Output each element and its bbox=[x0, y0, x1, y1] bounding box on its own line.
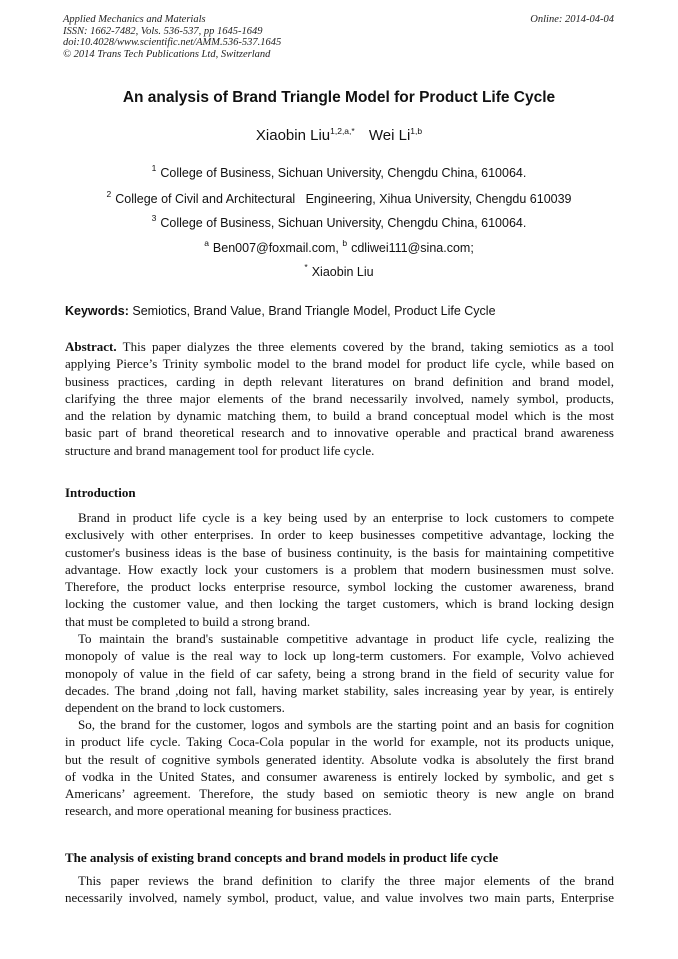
paragraph-line: To maintain the brand's sustainable competitive advantage in product life cycle, realizing the bbox=[78, 631, 614, 646]
online-date: Online: 2014-04-04 bbox=[530, 14, 614, 25]
keywords bbox=[65, 304, 496, 318]
author-2 bbox=[369, 127, 422, 144]
affiliation-1-text: College of Business, Sichuan University, Chengdu China, 610064. bbox=[160, 166, 527, 180]
abstract-line bbox=[65, 338, 614, 355]
affiliation-3 bbox=[0, 213, 678, 230]
introduction-heading: Introduction bbox=[65, 485, 136, 500]
paragraph-line: advantage. How exactly lock your customers is a problem that modern businessmen must solve. bbox=[65, 561, 614, 577]
paragraph-line: customer's business ideas is the base of business continuity, is the basis for maintaining competitive bbox=[65, 544, 614, 560]
author-1 bbox=[256, 127, 355, 144]
introduction-paragraph-3 bbox=[65, 716, 614, 820]
introduction-paragraph-2 bbox=[65, 630, 614, 716]
paragraph-line: locking the customer value, and then locking the target customers, which is brand locking design bbox=[65, 596, 614, 612]
affiliation-2-sup: 2 bbox=[106, 189, 112, 199]
corresponding-name: Xiaobin Liu bbox=[311, 265, 374, 279]
paragraph-line: but the result of cognitive symbols generated identity. Absolute vodka is absolutely the first brand bbox=[65, 751, 614, 767]
section-2-heading: The analysis of existing brand concepts and brand models in product life cycle bbox=[65, 850, 499, 865]
author-1-name: Xiaobin Liu bbox=[255, 127, 331, 144]
paragraph-line: decades. The brand ,doing not fall, having market stability, sales increasing year by year, is entirely bbox=[65, 682, 614, 698]
corresponding-author bbox=[0, 262, 678, 279]
affiliation-3-text: College of Business, Sichuan University, Chengdu China, 610064. bbox=[160, 216, 527, 230]
introduction-paragraph-1 bbox=[65, 509, 614, 630]
abstract-line: and the relation by dynamic matching them, to build a brand conceptual model which is the most bbox=[65, 408, 614, 424]
copyright-line: © 2014 Trans Tech Publications Ltd, Switzerland bbox=[63, 48, 271, 60]
abstract bbox=[65, 338, 614, 459]
abstract-line: basic part of brand theoretical research and to innovative operable and practical brand awareness bbox=[65, 425, 614, 441]
abstract-line: applying Pierce’s Trinity symbolic model to the brand model for product life cycle, while based on bbox=[65, 356, 614, 372]
paragraph-line: exclusively with other enterprises. In order to keep businesses competitive advantage, locking the bbox=[65, 527, 614, 543]
paragraph-line: Therefore, the product locks enterprise resource, symbol locking the customer awareness, brand bbox=[65, 579, 614, 595]
affiliation-2-text: College of Civil and Architectural Engineering, Xihua University, Chengdu 610039 bbox=[115, 192, 572, 206]
email-b: cdliwei111@sina.com; bbox=[351, 241, 474, 255]
issn-line: ISSN: 1662-7482, Vols. 536-537, pp 1645-1649 bbox=[63, 25, 263, 37]
paragraph-line: monopoly of value is the real way to lock up long-term customers. For example, Volvo achieved bbox=[65, 648, 614, 664]
email-a: Ben007@foxmail.com, bbox=[212, 241, 339, 255]
abstract-label: Abstract. bbox=[65, 339, 117, 354]
keywords-label: Keywords: bbox=[65, 304, 129, 318]
keywords-text: Semiotics, Brand Value, Brand Triangle Model, Product Life Cycle bbox=[132, 304, 496, 318]
email-b-sup: b bbox=[342, 238, 348, 248]
author-2-name: Wei Li bbox=[368, 127, 411, 144]
journal-header bbox=[63, 14, 281, 60]
abstract-line: business practices, carding in depth relevant literatures on brand definition and brand model, bbox=[65, 373, 614, 389]
paragraph-line: of vodka in the United States, and consumer awareness is entirely locked by symbolic, and get s bbox=[65, 768, 614, 784]
abstract-line-text: This paper dialyzes the three elements covered by the brand, taking semiotics as a tool bbox=[116, 339, 614, 354]
section-2-paragraph-1 bbox=[65, 872, 614, 907]
paragraph-line: monopoly of value in the field of car safety, being a strong brand in the field of security value for bbox=[65, 665, 614, 681]
paragraph-line: dependent on the brand to lock customers. bbox=[65, 700, 285, 716]
email-line bbox=[0, 238, 678, 255]
paragraph-line: This paper reviews the brand definition to clarify the three major elements of the brand bbox=[78, 873, 614, 888]
affiliation-2 bbox=[0, 189, 678, 206]
author-2-sup: 1,b bbox=[410, 126, 423, 136]
paragraph-line: So, the brand for the customer, logos and symbols are the starting point and an basis for cognition bbox=[78, 717, 614, 732]
author-list bbox=[0, 127, 678, 144]
paper-title: An analysis of Brand Triangle Model for Product Life Cycle bbox=[122, 89, 556, 106]
paragraph-line: Americans’ agreement. Therefore, the study based on semiotic theory is new angle on brand bbox=[65, 786, 614, 802]
paragraph-line: Brand in product life cycle is a key being used by an enterprise to lock customers to compete bbox=[78, 510, 614, 525]
email-a-sup: a bbox=[204, 238, 209, 248]
doi-line: doi:10.4028/www.scientific.net/AMM.536-537.1645 bbox=[63, 37, 282, 48]
paragraph-line: in product life cycle. Taking Coca-Cola popular in the world for example, not its products unique, bbox=[65, 734, 614, 750]
abstract-line: structure and brand management tool for product life cycle. bbox=[65, 442, 375, 458]
affiliation-3-sup: 3 bbox=[151, 213, 157, 223]
affiliation-1 bbox=[0, 163, 678, 180]
abstract-line: clarifying the three major elements of the brand necessarily involved, namely symbol, products, bbox=[65, 390, 614, 406]
paragraph-line: research, and more operational meaning for business practices. bbox=[65, 803, 392, 819]
paragraph-line: that must be completed to build a strong brand. bbox=[65, 613, 311, 629]
paragraph-line: necessarily involved, namely symbol, product, value, and value involves two main parts, Enterprise bbox=[65, 890, 614, 906]
author-1-sup: 1,2,a,* bbox=[330, 126, 355, 136]
affiliation-1-sup: 1 bbox=[151, 163, 157, 173]
journal-name: Applied Mechanics and Materials bbox=[63, 14, 206, 25]
corresponding-sup: * bbox=[304, 262, 308, 272]
